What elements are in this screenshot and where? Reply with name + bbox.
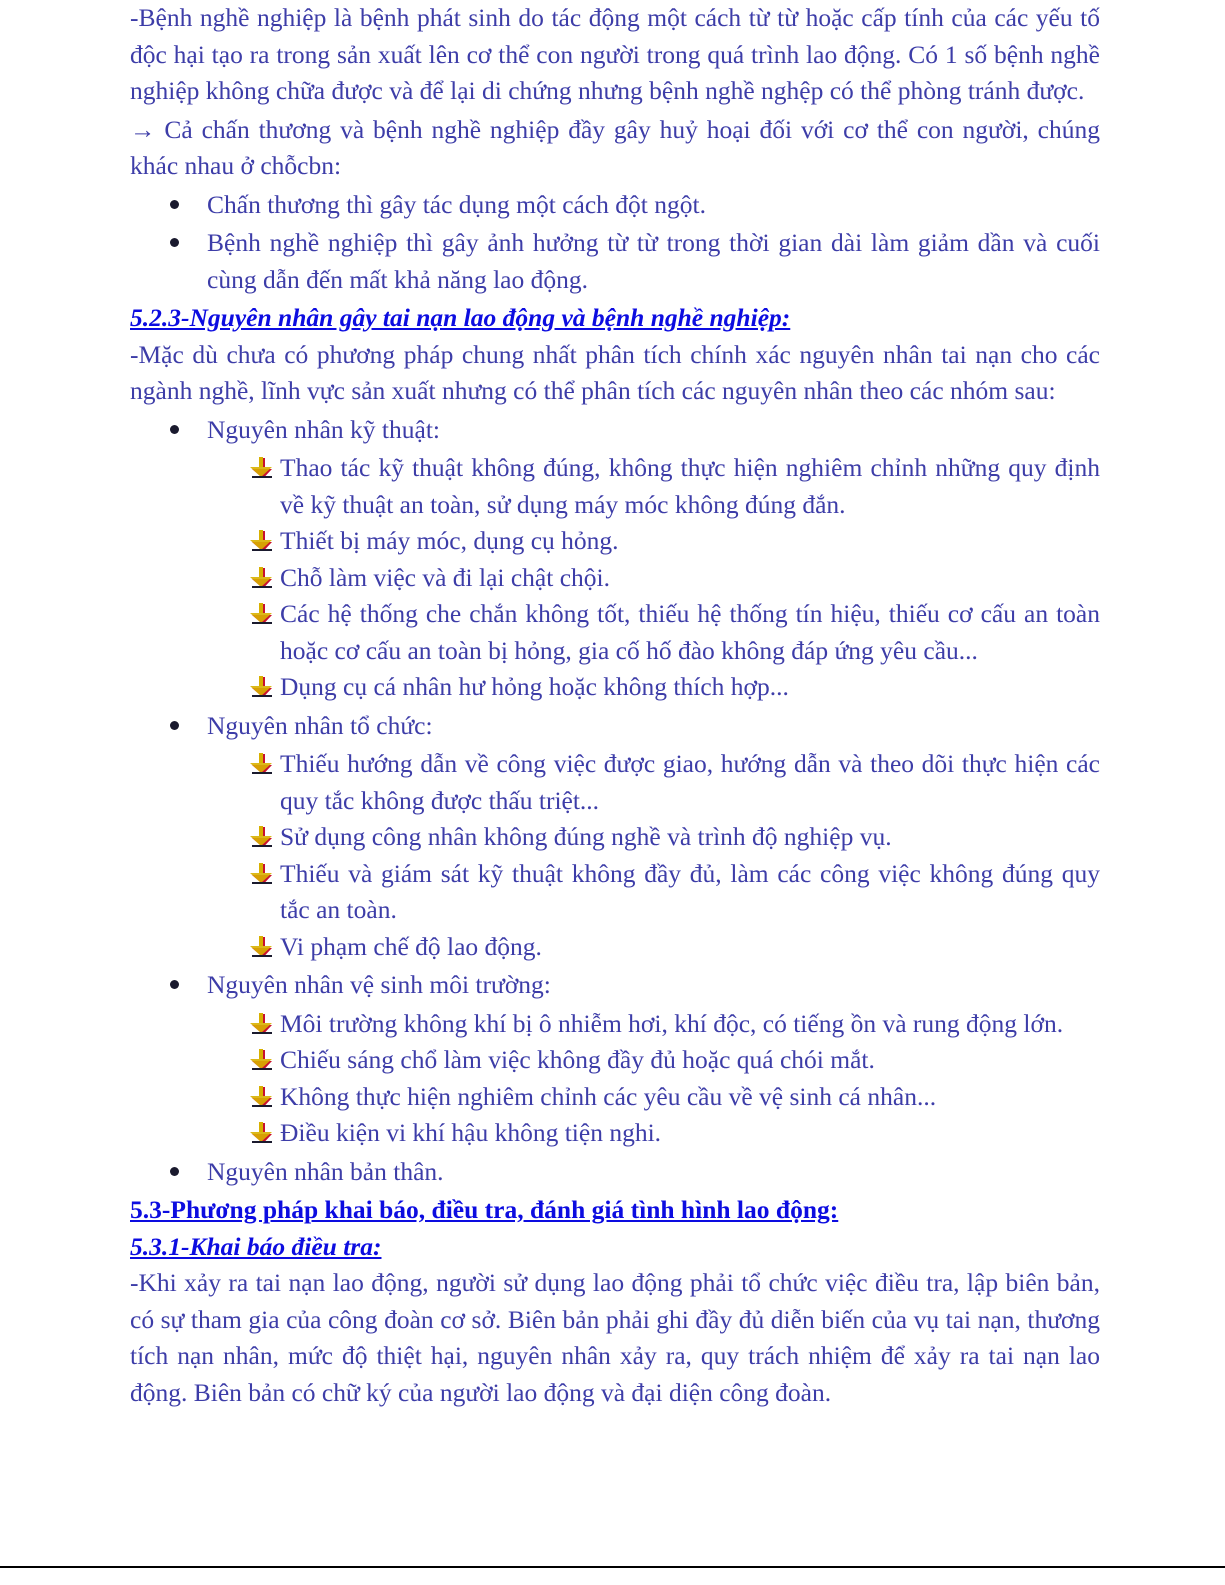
down-arrow-icon xyxy=(250,603,274,625)
list-item-text: Thiết bị máy móc, dụng cụ hỏng. xyxy=(280,526,619,555)
section-5-3-1-body: -Khi xảy ra tai nạn lao động, người sử dụng lao động phải tổ chức việc điều tra, lập biên bản, có sự tham gia của công đoàn cơ sở. Biên bản phải ghi đầy đủ diễn biến của vụ tai nạn, thương tích nạn nhân, mức độ thiệt hại, nguyên nhân xảy ra, quy trách nhiệm để xảy ra tai nạn lao động. Biên bản có chữ ký của người lao động và đại diện công đoàn. xyxy=(130,1268,1100,1407)
technical-causes-list xyxy=(130,450,1100,706)
cause-group-label: Nguyên nhân tổ chức: xyxy=(207,710,433,740)
list-item xyxy=(130,187,1100,224)
down-arrow-icon xyxy=(250,1049,274,1071)
cause-group-organizational xyxy=(130,708,1100,745)
intro-paragraph-2: → Cả chấn thương và bệnh nghề nghiệp đầy gây huỷ hoại đối với cơ thể con người, chúng khác nhau ở chỗcbn: xyxy=(130,114,1100,180)
down-arrow-icon xyxy=(250,457,274,479)
difference-list xyxy=(130,187,1100,299)
cause-group-label: Nguyên nhân kỹ thuật: xyxy=(207,414,440,444)
document-page xyxy=(130,0,1100,1411)
cause-groups-list xyxy=(130,708,1100,745)
list-item-text: Điều kiện vi khí hậu không tiện nghi. xyxy=(280,1118,662,1147)
cause-group-personal xyxy=(130,1154,1100,1191)
down-arrow-icon xyxy=(250,826,274,848)
list-item-text: Các hệ thống che chắn không tốt, thiếu hệ thống tín hiệu, thiếu cơ cấu an toàn hoặc cơ cấu an toàn bị hỏng, gia cố hố đào không đáp ứng yêu cầu... xyxy=(280,599,1100,665)
down-arrow-icon xyxy=(250,1086,274,1108)
section-heading-5-3: 5.3-Phương pháp khai báo, điều tra, đánh giá tình hình lao động: xyxy=(130,1195,839,1224)
bullet-dot-icon xyxy=(170,1167,179,1176)
cause-groups-list xyxy=(130,1154,1100,1191)
list-item xyxy=(130,225,1100,298)
list-item xyxy=(130,856,1100,929)
organizational-causes-list xyxy=(130,746,1100,965)
list-item xyxy=(130,1115,1100,1152)
bullet-dot-icon xyxy=(170,425,179,434)
down-arrow-icon xyxy=(250,1013,274,1035)
intro-paragraph-1: -Bệnh nghề nghiệp là bệnh phát sinh do tác động một cách từ từ hoặc cấp tính của các yếu tố độc hại tạo ra trong sản xuất lên cơ thể con người trong quá trình lao động. Có 1 số bệnh nghề nghiệp không chữa được và để lại di chứng nhưng bệnh nghề nghệp có thể phòng tránh được. xyxy=(130,3,1100,105)
bullet-dot-icon xyxy=(170,200,179,209)
list-item xyxy=(130,560,1100,597)
section-heading-5-2-3: 5.2.3-Nguyên nhân gây tai nạn lao động và bệnh nghề nghiệp: xyxy=(130,303,791,332)
down-arrow-icon xyxy=(250,936,274,958)
down-arrow-icon xyxy=(250,567,274,589)
section-5-2-3-intro: -Mặc dù chưa có phương pháp chung nhất phân tích chính xác nguyên nhân tai nạn cho các ngành nghề, lĩnh vực sản xuất nhưng có thể phân tích các nguyên nhân theo các nhóm sau: xyxy=(130,339,1100,405)
list-item-text: Chỗ làm việc và đi lại chật chội. xyxy=(280,562,610,592)
down-arrow-icon xyxy=(250,676,274,698)
down-arrow-icon xyxy=(250,1122,274,1144)
cause-group-environment xyxy=(130,967,1100,1004)
list-item xyxy=(130,596,1100,669)
list-item-text: Bệnh nghề nghiệp thì gây ảnh hưởng từ từ trong thời gian dài làm giảm dần và cuối cùng dẫn đến mất khả năng lao động. xyxy=(207,228,1100,294)
list-item xyxy=(130,450,1100,523)
list-item-text: Môi trường không khí bị ô nhiễm hơi, khí độc, có tiếng ồn và rung động lớn. xyxy=(280,1008,1064,1038)
list-item-text: Dụng cụ cá nhân hư hỏng hoặc không thích hợp... xyxy=(280,672,789,701)
bullet-dot-icon xyxy=(170,980,179,989)
down-arrow-icon xyxy=(250,753,274,775)
list-item-text: Sử dụng công nhân không đúng nghề và trình độ nghiệp vụ. xyxy=(280,822,892,851)
list-item-text: Chiếu sáng chổ làm việc không đầy đủ hoặc quá chói mắt. xyxy=(280,1045,875,1074)
section-heading-5-3-1: 5.3.1-Khai báo điều tra: xyxy=(130,1231,382,1261)
environment-causes-list xyxy=(130,1006,1100,1152)
bullet-dot-icon xyxy=(170,238,179,247)
cause-group-label: Nguyên nhân bản thân. xyxy=(207,1156,444,1186)
cause-group-label: Nguyên nhân vệ sinh môi trường: xyxy=(207,970,551,999)
page-bottom-rule xyxy=(0,1566,1225,1568)
list-item xyxy=(130,1006,1100,1043)
list-item-text: Thiếu và giám sát kỹ thuật không đầy đủ, làm các công việc không đúng quy tắc an toàn. xyxy=(280,858,1100,924)
list-item xyxy=(130,746,1100,819)
list-item xyxy=(130,819,1100,856)
list-item xyxy=(130,523,1100,560)
down-arrow-icon xyxy=(250,863,274,885)
list-item xyxy=(130,1042,1100,1079)
list-item xyxy=(130,669,1100,706)
list-item-text: Thiếu hướng dẫn về công việc được giao, hướng dẫn và theo dõi thực hiện các quy tắc không được thấu triệt... xyxy=(280,749,1100,815)
list-item-text: Không thực hiện nghiêm chỉnh các yêu cầu về vệ sinh cá nhân... xyxy=(280,1081,937,1111)
cause-group-technical xyxy=(130,412,1100,449)
cause-groups-list xyxy=(130,412,1100,449)
cause-groups-list xyxy=(130,967,1100,1004)
list-item xyxy=(130,929,1100,966)
list-item-text: Chấn thương thì gây tác dụng một cách đột ngột. xyxy=(207,189,706,219)
list-item xyxy=(130,1079,1100,1116)
down-arrow-icon xyxy=(250,530,274,552)
list-item-text: Vi phạm chế độ lao động. xyxy=(280,931,542,961)
list-item-text: Thao tác kỹ thuật không đúng, không thực hiện nghiêm chỉnh những quy định về kỹ thuật an toàn, sử dụng máy móc không đúng đắn. xyxy=(280,453,1100,519)
bullet-dot-icon xyxy=(170,721,179,730)
